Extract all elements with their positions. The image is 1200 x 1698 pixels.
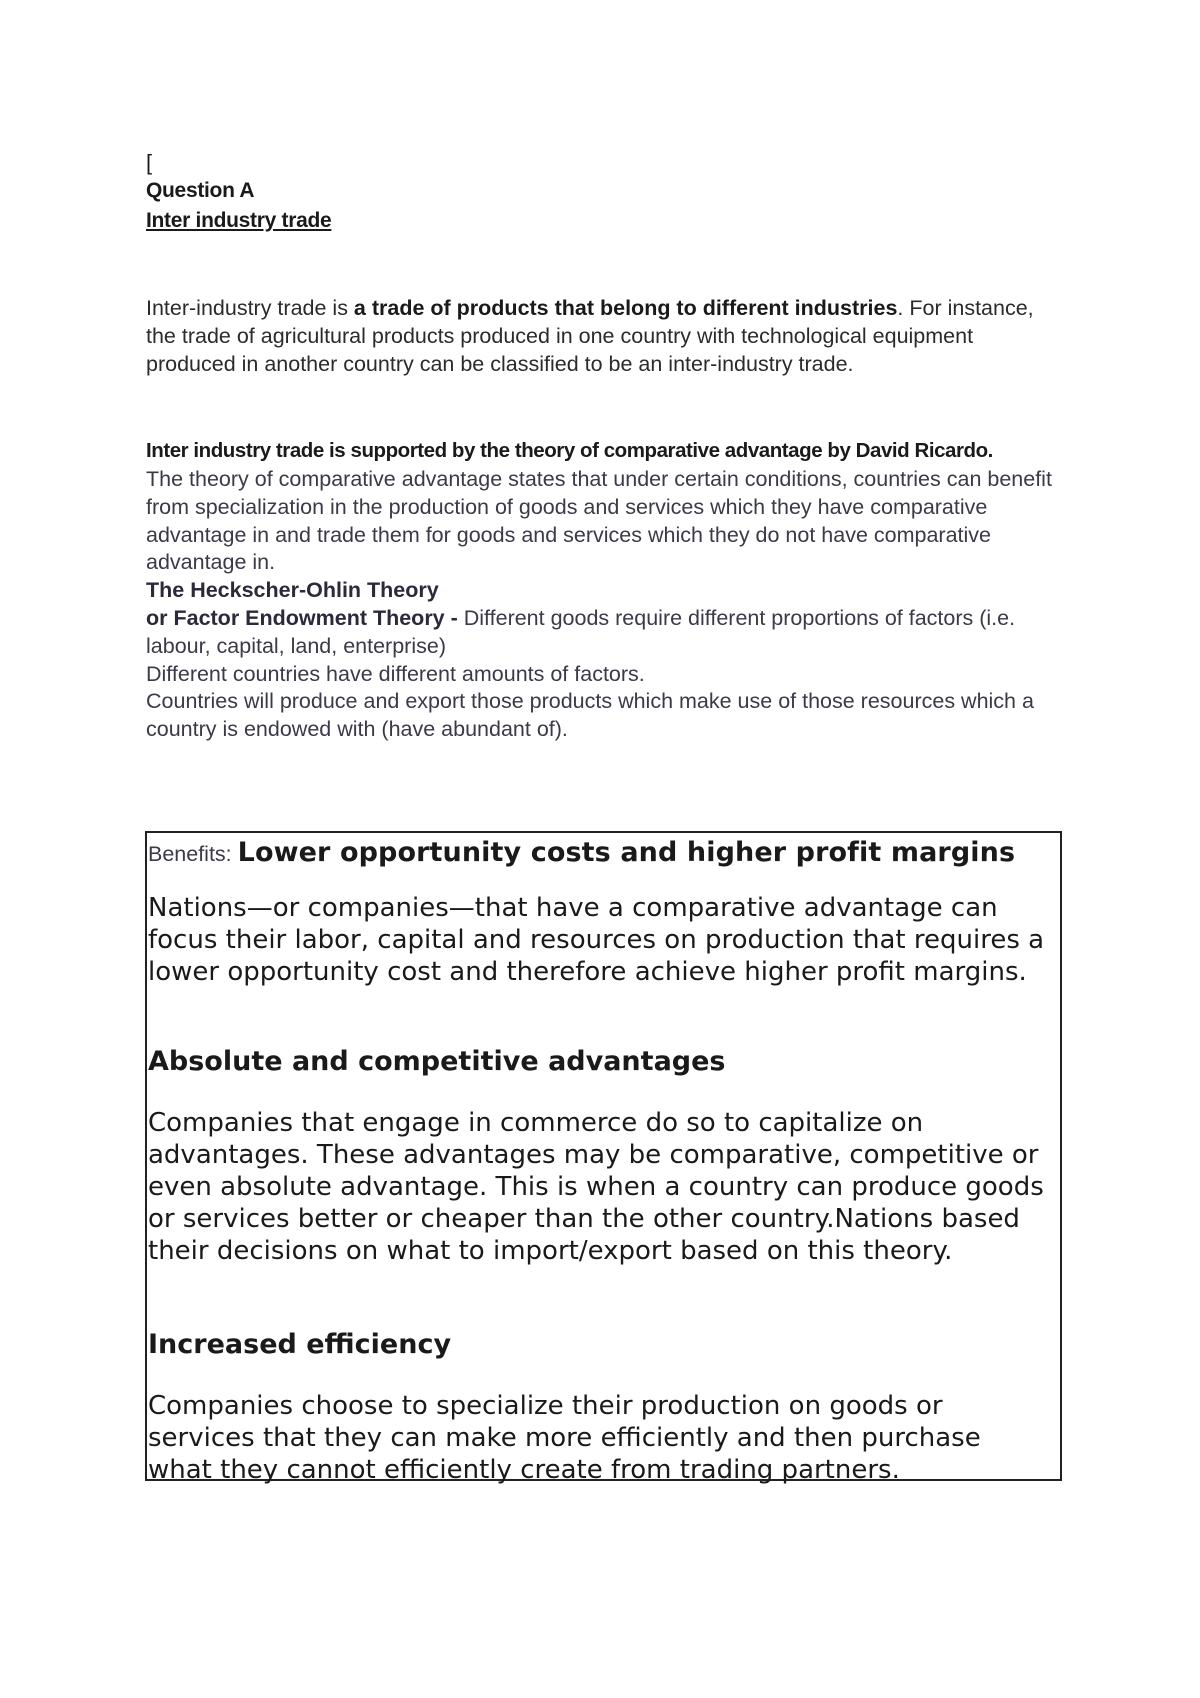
heckscher-ohlin-title: The Heckscher-Ohlin Theory <box>146 578 439 602</box>
section-title: Inter industry trade <box>146 209 332 232</box>
benefits-heading: Lower opportunity costs and higher profit margins <box>237 837 1016 868</box>
ho-lead: or Factor Endowment Theory - <box>146 606 464 630</box>
intro-paragraph <box>146 295 1066 378</box>
theory-heading: Inter industry trade is supported by the theory of comparative advantage by David Ricardo. <box>146 439 993 462</box>
benefits-line <box>148 833 1048 874</box>
intro-lead: Inter-industry trade is <box>146 296 354 320</box>
specialize-paragraph: Companies choose to specialize their production on goods or services that they can make more efficiently and then purchase what they cannot efficiently create from trading partners. <box>148 1391 981 1485</box>
ho-line1-text: Different goods require different proportions of factors (i.e. labour, capital, land, enterprise) <box>146 606 1016 658</box>
nations-paragraph: Nations—or companies—that have a comparative advantage can focus their labor, capital and resources on production that requires a lower opportunity cost and therefore achieve higher profit margins. <box>148 893 1045 987</box>
intro-bold: a trade of products that belong to different industries <box>353 296 898 320</box>
absolute-advantages-heading: Absolute and competitive advantages <box>148 1046 726 1077</box>
ho-line-2: Different countries have different amounts of factors. <box>146 661 645 686</box>
benefits-label: Benefits: <box>148 842 238 866</box>
question-label: Question A <box>146 179 255 202</box>
theory-body: The theory of comparative advantage states that under certain conditions, countries can benefit from specialization in the production of goods and services which they have comparative advantage in and trade them for goods and services which they do not have comparative advantage in. <box>146 467 1052 575</box>
bracket-mark: [ <box>146 150 153 175</box>
ho-line-3: Countries will produce and export those products which make use of those resources which a country is endowed with (have abundant of). <box>146 689 1034 742</box>
intro-rest: . For instance, the trade of agricultural products produced in one country with technological equipment produced in another country can be classified to be an inter-industry trade. <box>146 296 1034 376</box>
heckscher-ohlin-body <box>146 605 1076 744</box>
ho-line-1 <box>146 605 1076 661</box>
companies-paragraph: Companies that engage in commerce do so to capitalize on advantages. These advantages may be comparative, competitive or even absolute advantage. This is when a country can produce goods or services better or cheaper than the other country.Nations based their decisions on what to import/export based on this theory. <box>148 1108 1044 1266</box>
efficiency-heading: Increased efficiency <box>148 1329 452 1360</box>
benefits-box <box>145 831 1062 1485</box>
